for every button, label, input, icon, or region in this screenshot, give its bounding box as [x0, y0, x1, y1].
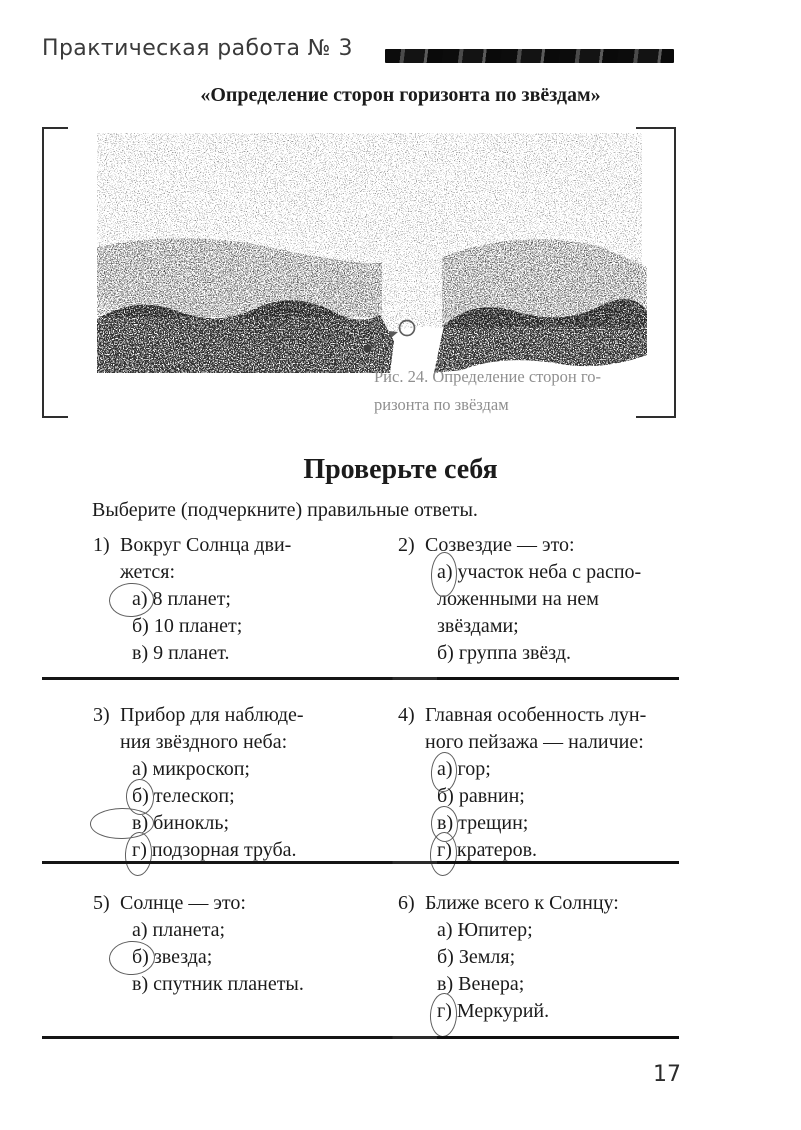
question-text-lines: Созвездие — это: — [425, 534, 575, 556]
answer-option: б) равнин; — [437, 783, 704, 810]
pencil-circled-option-letter: а) — [437, 756, 453, 783]
question-text-lines: Прибор для наблюде- ния звёздного неба: — [120, 704, 304, 753]
pencil-circled-option-letter: в) — [437, 810, 453, 837]
answer-option: а) участок неба с распо- ложенными на нем звёздами; — [437, 561, 642, 637]
divider-rule-2 — [42, 861, 679, 864]
answer-option: а) 8 планет; — [132, 586, 399, 613]
question-number: 4) — [398, 704, 415, 726]
pencil-circled-option-letter: б) — [132, 783, 149, 810]
question-text-lines: Ближе всего к Солнцу: — [425, 892, 619, 914]
answer-option: в) 9 планет. — [132, 640, 399, 667]
page-title: Практическая работа № 3 — [42, 36, 353, 61]
question-4-block — [398, 702, 704, 864]
figure-caption-line1: Рис. 24. Определение сторон го- — [374, 367, 601, 386]
question-number: 3) — [93, 704, 110, 726]
options-list — [437, 917, 704, 1025]
question-3-block — [93, 702, 399, 864]
question-text — [93, 532, 399, 586]
options-list — [132, 917, 399, 998]
answer-option: в) Венера; — [437, 971, 704, 998]
question-number: 6) — [398, 892, 415, 914]
options-list — [132, 756, 399, 864]
option-letter: а) — [132, 758, 148, 780]
header-decorative-bar — [385, 49, 674, 63]
answer-option: а) планета; — [132, 917, 399, 944]
pencil-circled-option-letter: б) — [132, 944, 149, 971]
pencil-circled-option-letter: а) — [437, 559, 453, 586]
figure-caption-line2: ризонта по звёздам — [374, 395, 509, 414]
answer-option: а) микроскоп; — [132, 756, 399, 783]
option-letter: б) — [437, 946, 454, 968]
question-text — [93, 890, 399, 917]
question-text-lines: Главная особенность лун- ного пейзажа — наличие: — [425, 704, 647, 753]
question-number: 5) — [93, 892, 110, 914]
options-list — [437, 756, 704, 864]
question-1-block — [93, 532, 399, 667]
divider-rule-1 — [42, 677, 679, 680]
quiz-instruction: Выберите (подчеркните) правильные ответы. — [92, 499, 478, 521]
question-6-block — [398, 890, 704, 1025]
answer-option: б) 10 планет; — [132, 613, 399, 640]
answer-option: г) Меркурий. — [437, 998, 704, 1025]
options-list — [437, 559, 704, 667]
pencil-circled-option-letter: г) — [437, 837, 452, 864]
answer-option: в) трещин; — [437, 810, 704, 837]
option-letter: а) — [437, 919, 453, 941]
pencil-circled-option-letter: а) — [132, 586, 148, 613]
option-letter: в) — [132, 973, 149, 995]
answer-option: а) Юпитер; — [437, 917, 704, 944]
option-letter: в) — [132, 642, 149, 664]
answer-option: б) Земля; — [437, 944, 704, 971]
option-letter: б) — [437, 642, 454, 664]
question-text — [398, 890, 704, 917]
star-dot — [364, 345, 371, 352]
divider-rule-3 — [42, 1036, 679, 1039]
option-letter: б) — [132, 615, 149, 637]
answer-option: б) группа звёзд. — [437, 640, 704, 667]
page-number: 17 — [653, 1062, 681, 1087]
question-text-lines: Вокруг Солнца дви- жется: — [120, 534, 292, 583]
figure-caption — [374, 363, 674, 419]
answer-option: г) кратеров. — [437, 837, 704, 864]
work-subtitle: «Определение сторон горизонта по звёздам» — [200, 84, 601, 106]
question-2-block — [398, 532, 704, 667]
figure-24 — [42, 127, 676, 418]
answer-option: б) звезда; — [132, 944, 399, 971]
question-text — [398, 532, 704, 559]
pencil-circled-option-letter: г) — [437, 998, 452, 1025]
answer-option: г) подзорная труба. — [132, 837, 399, 864]
answer-option: б) телескоп; — [132, 783, 399, 810]
question-text — [93, 702, 399, 756]
answer-option: в) бинокль; — [132, 810, 399, 837]
pencil-circled-option-letter: г) — [132, 837, 147, 864]
option-letter: б) — [437, 785, 454, 807]
question-number: 1) — [93, 534, 110, 556]
section-heading: Проверьте себя — [303, 454, 498, 485]
question-number: 2) — [398, 534, 415, 556]
pointer-label: Г — [339, 349, 347, 364]
options-list — [132, 586, 399, 667]
option-letter: а) — [132, 919, 148, 941]
pencil-circled-option-letter: в) — [132, 810, 148, 837]
question-text-lines: Солнце — это: — [120, 892, 246, 914]
question-text — [398, 702, 704, 756]
answer-option: а) гор; — [437, 756, 704, 783]
option-letter: в) — [437, 973, 454, 995]
question-5-block — [93, 890, 399, 998]
answer-option: в) спутник планеты. — [132, 971, 399, 998]
